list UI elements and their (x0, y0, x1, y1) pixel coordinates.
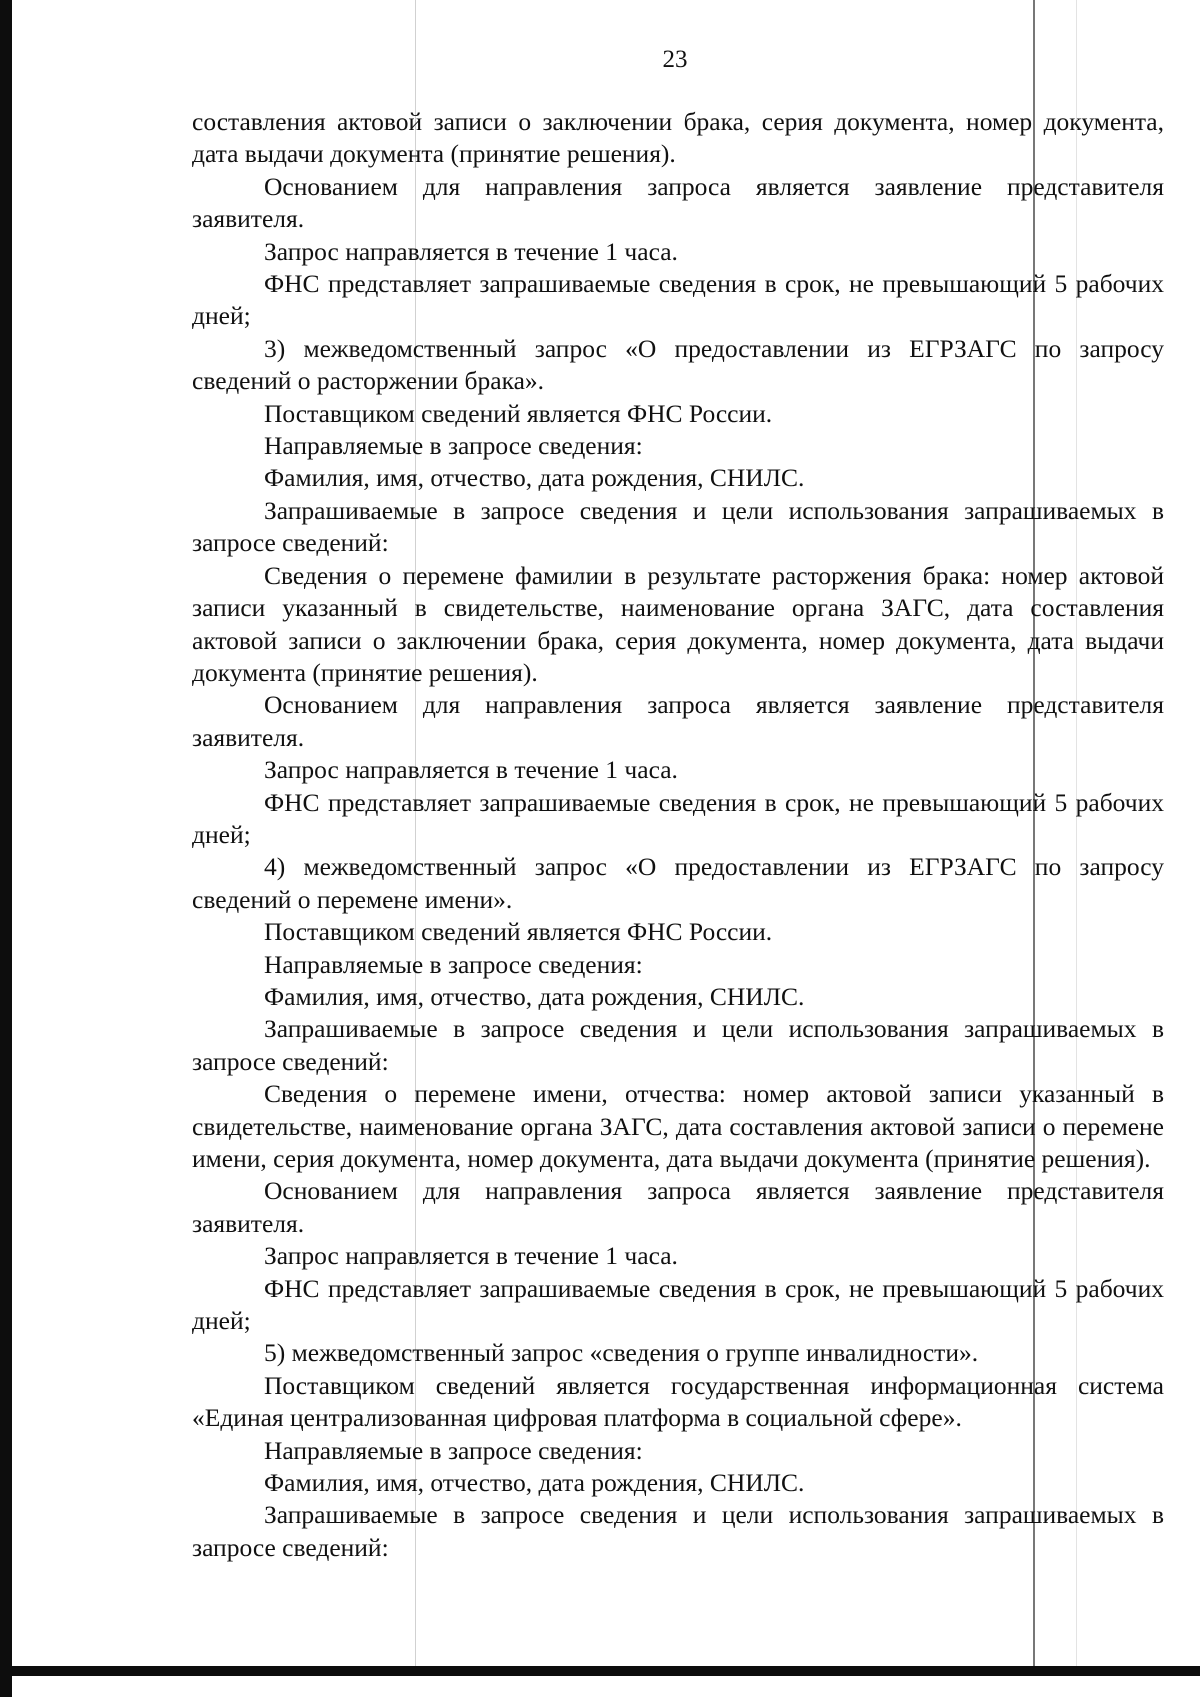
paragraph: Запрашиваемые в запросе сведения и цели использования запрашиваемых в запросе сведений: (192, 1500, 1164, 1562)
paragraph: Сведения о перемене фамилии в результате расторжения брака: номер актовой записи указанный в свидетельстве, наименование органа ЗАГС, дата составления актовой записи о заключении брака, серия документа, номер документа, дата выдачи документа (принятие решения). (192, 560, 1164, 687)
paragraph: Запрашиваемые в запросе сведения и цели использования запрашиваемых в запросе сведений: (192, 495, 1164, 558)
paragraph: 3) межведомственный запрос «О предоставлении из ЕГРЗАГС по запросу сведений о расторжении брака». (192, 333, 1164, 396)
paragraph: Направляемые в запросе сведения: (264, 949, 643, 979)
paragraph: Основанием для направления запроса является заявление представителя заявителя. (192, 171, 1164, 234)
paragraph: Фамилия, имя, отчество, дата рождения, СНИЛС. (264, 463, 805, 493)
paragraph: Поставщиком сведений является ФНС России. (264, 917, 773, 947)
paragraph: Запрос направляется в течение 1 часа. (264, 236, 678, 266)
paragraph: 5) межведомственный запрос «сведения о группе инвалидности». (264, 1338, 979, 1368)
paragraph: Запрашиваемые в запросе сведения и цели использования запрашиваемых в запросе сведений: (192, 1014, 1164, 1076)
paragraph: составления актовой записи о заключении брака, серия документа, номер документа, дата выдачи документа (принятие решения). (192, 107, 1164, 169)
paragraph: Направляемые в запросе сведения: (264, 431, 643, 461)
paragraph: Фамилия, имя, отчество, дата рождения, СНИЛС. (264, 981, 805, 1011)
paragraph: 4) межведомственный запрос «О предоставлении из ЕГРЗАГС по запросу сведений о перемене имени». (192, 852, 1164, 914)
paragraph: Запрос направляется в течение 1 часа. (264, 1241, 678, 1271)
paragraph: Основанием для направления запроса является заявление представителя заявителя. (192, 1176, 1164, 1238)
paragraph: Запрос направляется в течение 1 часа. (264, 755, 678, 785)
document-body (192, 106, 1164, 1564)
paragraph: Направляемые в запросе сведения: (264, 1435, 643, 1465)
paragraph: ФНС представляет запрашиваемые сведения в срок, не превышающий 5 рабочих дней; (192, 269, 1164, 331)
paragraph: Основанием для направления запроса является заявление представителя заявителя. (192, 690, 1164, 752)
page-number: 23 (662, 46, 688, 73)
paragraph: Поставщиком сведений является государственная информационная система «Единая централизованная цифровая платформа в социальной сфере». (192, 1370, 1164, 1433)
paragraph: ФНС представляет запрашиваемые сведения в срок, не превышающий 5 рабочих дней; (192, 787, 1164, 849)
scan-border-left (0, 0, 12, 1697)
paragraph: Сведения о перемене имени, отчества: номер актовой записи указанный в свидетельстве, наименование органа ЗАГС, дата составления актовой записи о перемене имени, серия документа, номер документа, дата выдачи документа (принятие решения). (192, 1079, 1164, 1173)
scan-border-bottom (0, 1666, 1200, 1676)
paragraph: Фамилия, имя, отчество, дата рождения, СНИЛС. (264, 1468, 805, 1498)
paragraph: Поставщиком сведений является ФНС России. (264, 398, 773, 428)
paragraph: ФНС представляет запрашиваемые сведения в срок, не превышающий 5 рабочих дней; (192, 1273, 1164, 1336)
